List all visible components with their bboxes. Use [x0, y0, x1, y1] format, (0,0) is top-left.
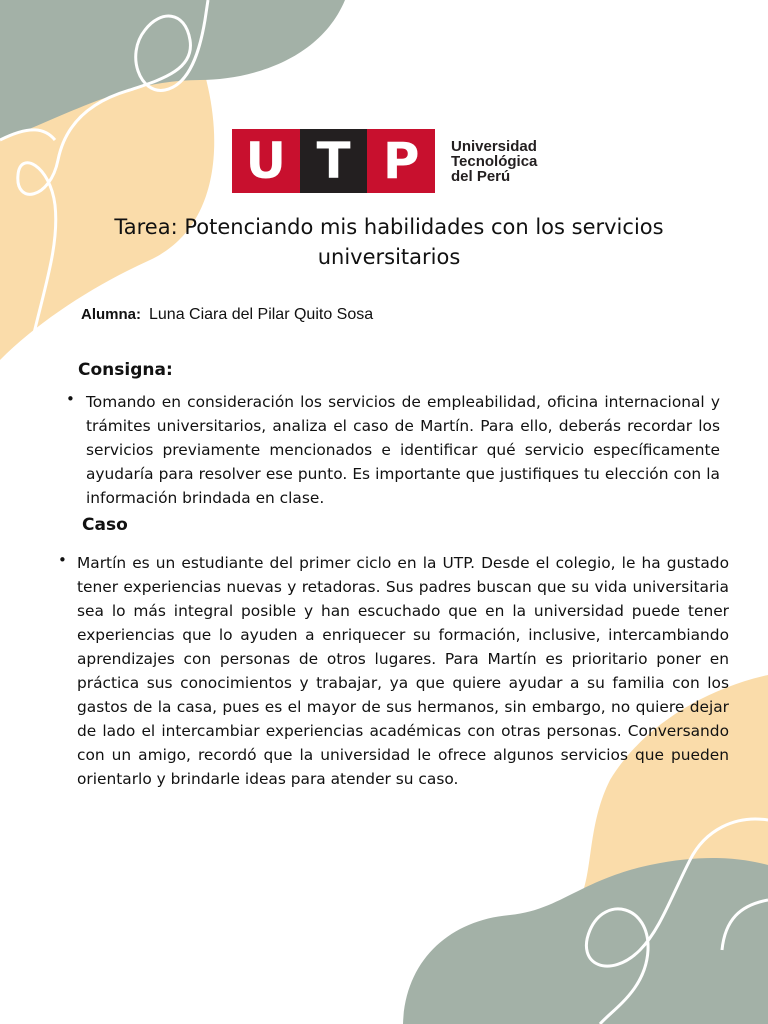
- title-line-2: universitarios: [317, 245, 461, 269]
- logo-letter-t: T: [300, 129, 368, 193]
- university-name-line-1: Universidad: [451, 137, 537, 155]
- logo-letter-u: U: [232, 129, 300, 193]
- utp-logo-mark: [232, 129, 435, 193]
- consigna-text: Tomando en consideración los servicios de empleabilidad, oficina internacional y trámites universitarios, analiza el caso de Martín. Para ello, deberás recordar los servicios previamente mencionados e identificar qué servicio específicamente ayudaría para resolver ese punto. Es importante que justifiques tu elección con la información brindada en clase.: [86, 393, 720, 507]
- caso-heading: Caso: [82, 515, 128, 535]
- student-label: Alumna:: [81, 306, 141, 323]
- utp-logo: [232, 129, 537, 193]
- consigna-bullet: •: [66, 390, 75, 408]
- university-name-line-2: Tecnológica: [451, 152, 538, 170]
- university-name-line-3: del Perú: [451, 167, 511, 185]
- university-name: [451, 139, 537, 184]
- caso-text: Martín es un estudiante del primer ciclo en la UTP. Desde el colegio, le ha gustado tener experiencias nuevas y retadoras. Sus padres buscan que su vida universitaria sea lo más integral posible y han escuchado que en la universidad puede tener experiencias que lo ayuden a enriquecer su formación, inclusive, intercambiando aprendizajes con personas de otros lugares. Para Martín es prioritario poner en práctica sus conocimientos y trabajar, ya que quiere ayudar a su familia con los gastos de la casa, pues es el mayor de sus hermanos, sin embargo, no quiere dejar de lado el intercambiar experiencias académicas con otras personas. Conversando con un amigo, recordó que la universidad le ofrece algunos servicios que pueden orientarlo y brindarle ideas para atender su caso.: [77, 554, 729, 788]
- title-line-1: Tarea: Potenciando mis habilidades con los servicios: [114, 215, 664, 239]
- student-name: Luna Ciara del Pilar Quito Sosa: [149, 306, 374, 323]
- logo-letter-p: P: [367, 129, 435, 193]
- consigna-heading: Consigna:: [78, 360, 173, 380]
- student-info: [81, 306, 373, 324]
- caso-bullet: •: [58, 551, 67, 569]
- document-title: [60, 212, 718, 272]
